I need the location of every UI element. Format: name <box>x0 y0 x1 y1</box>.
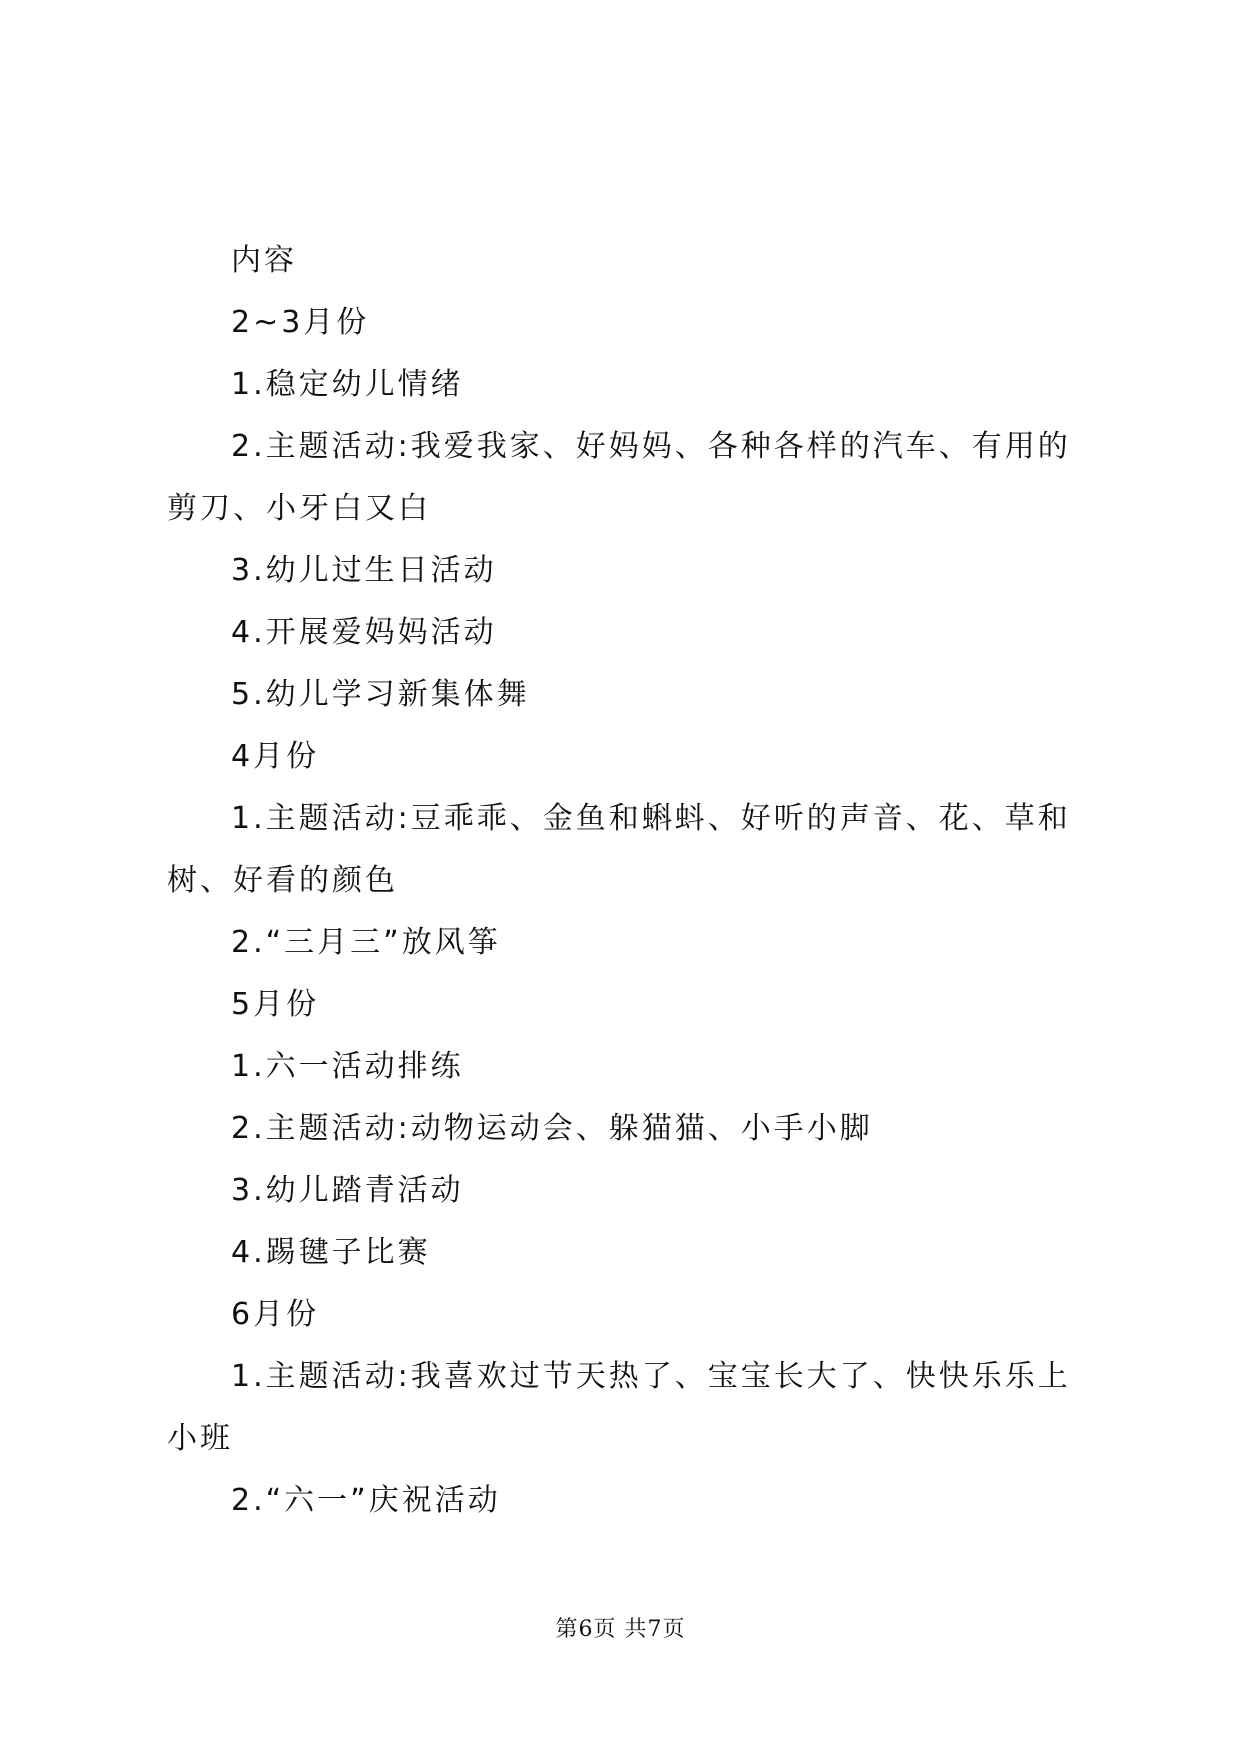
paragraph-heading-content: 内容 <box>231 243 297 278</box>
paragraph-item: 2.“三月三”放风筝 <box>231 925 501 960</box>
paragraph-item: 1.六一活动排练 <box>231 1049 464 1084</box>
paragraph-item: 2.主题活动:动物运动会、躲猫猫、小手小脚 <box>231 1111 873 1146</box>
document-body <box>167 230 1087 1532</box>
paragraph-item: 2.“六一”庆祝活动 <box>231 1483 501 1518</box>
paragraph-month-6: 6月份 <box>231 1297 320 1332</box>
paragraph-item: 1.稳定幼儿情绪 <box>231 367 464 402</box>
paragraph-item: 2.主题活动:我爱我家、好妈妈、各种各样的汽车、有用的剪刀、小牙白又白 <box>167 429 1071 526</box>
paragraph-item: 3.幼儿踏青活动 <box>231 1173 464 1208</box>
paragraph-month-2-3: 2~3月份 <box>231 305 370 340</box>
page-number-footer: 第6页 共7页 <box>555 1617 686 1642</box>
paragraph-item: 5.幼儿学习新集体舞 <box>231 677 530 712</box>
paragraph-item: 4.踢毽子比赛 <box>231 1235 431 1270</box>
paragraph-item: 3.幼儿过生日活动 <box>231 553 497 588</box>
paragraph-month-5: 5月份 <box>231 987 320 1022</box>
paragraph-month-4: 4月份 <box>231 739 320 774</box>
paragraph-item: 4.开展爱妈妈活动 <box>231 615 497 650</box>
paragraph-item: 1.主题活动:我喜欢过节天热了、宝宝长大了、快快乐乐上小班 <box>167 1359 1071 1456</box>
paragraph-item: 1.主题活动:豆乖乖、金鱼和蝌蚪、好听的声音、花、草和树、好看的颜色 <box>167 801 1071 898</box>
